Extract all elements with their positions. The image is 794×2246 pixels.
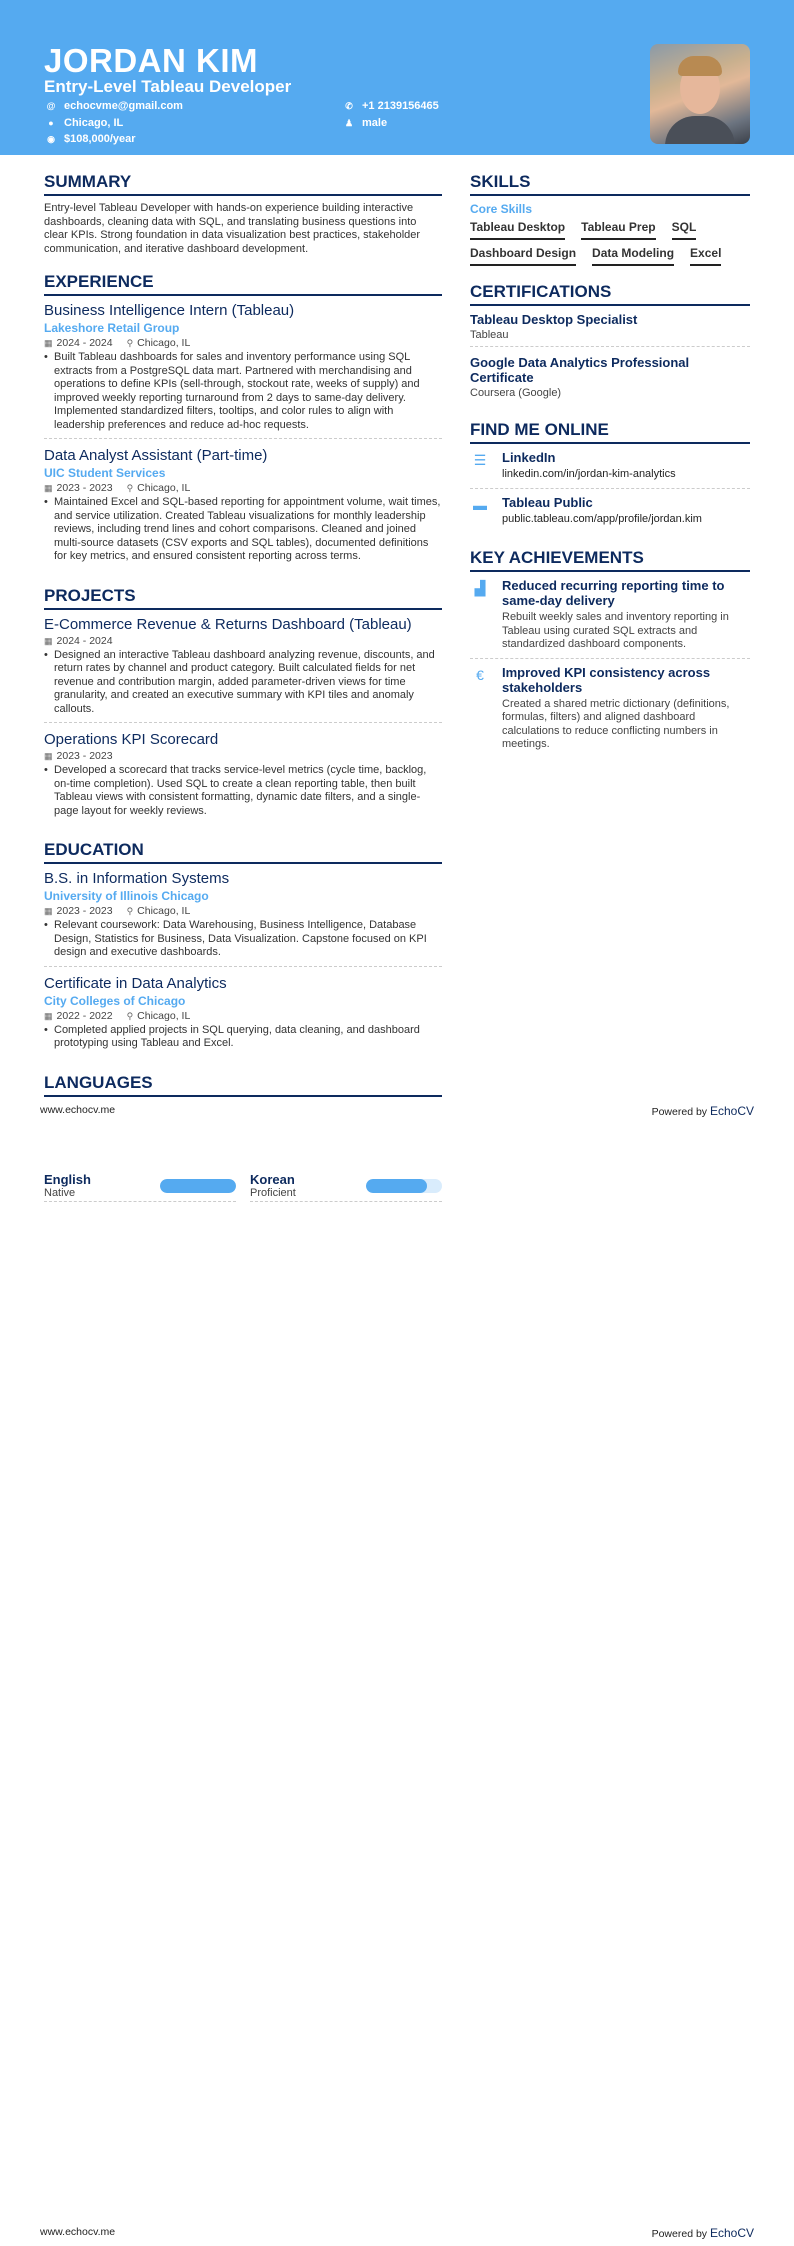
language-item	[250, 1172, 442, 1202]
skill-tag: Tableau Prep	[581, 220, 655, 240]
bullet: • Maintained Excel and SQL-based reporting for appointment volume, wait times, and service utilization. Created Tableau visualizations for monthly leadership reviews, including trend lines and cohort comparisons. Cleaned and joined multi-source datasets (CSV exports and SQL tables), documented definitions for key metrics, and ensured consistent reporting across terms.	[44, 496, 442, 564]
skill-tag: Data Modeling	[592, 246, 674, 266]
achievement-text: Created a shared metric dictionary (definitions, formulas, filters) and aligned dashboard calculations to reduce conflicting numbers in meetings.	[502, 697, 730, 750]
skill-tag: Tableau Desktop	[470, 220, 565, 240]
contact-location	[46, 117, 123, 129]
calendar-icon: ▦	[44, 906, 53, 916]
summary-text: Entry-level Tableau Developer with hands-on experience building interactive dashboards, cleaning data with SQL, and translating business questions into clear KPIs. Strong foundation in data visualization best practices, stakeholder communication, and iterative dashboard development.	[44, 202, 421, 255]
bullet: • Designed an interactive Tableau dashboard analyzing revenue, discounts, and return rates by channel and product category. Built calculated fields for net revenue and contribution margin, added parameter-driven views for time granularity, and created an executive summary with KPI tiles and anomaly callouts.	[44, 649, 442, 717]
job-title: Business Intelligence Intern (Tableau)	[44, 302, 295, 319]
language-item	[44, 1172, 236, 1202]
education-section	[44, 840, 442, 1057]
project-item	[44, 616, 442, 724]
languages-section	[44, 1073, 442, 1097]
achievement-item	[470, 665, 750, 758]
company: UIC Student Services	[44, 466, 166, 480]
brand: EchoCV	[709, 1104, 754, 1118]
location: Chicago, IL	[137, 482, 191, 494]
location: Chicago, IL	[137, 1009, 191, 1022]
education-item	[44, 870, 442, 967]
dates: 2023 - 2023	[56, 905, 113, 917]
right-column	[470, 172, 750, 774]
contact-salary	[46, 133, 136, 145]
dates: 2023 - 2023	[56, 482, 113, 494]
cert-issuer: Tableau	[470, 329, 509, 341]
skill-category: Core Skills	[470, 202, 533, 216]
online-section	[470, 420, 750, 532]
chat-icon: ▬	[473, 496, 487, 513]
projects-section	[44, 586, 442, 825]
section-title: FIND ME ONLINE	[470, 420, 750, 444]
contact-phone[interactable]	[344, 100, 439, 112]
experience-item	[44, 302, 442, 439]
calendar-icon: ▦	[44, 1010, 53, 1021]
cert-name: Tableau Desktop Specialist	[470, 312, 638, 327]
link-url[interactable]: linkedin.com/in/jordan-kim-analytics	[502, 468, 676, 480]
phone-icon: ✆	[345, 100, 353, 111]
cert-issuer: Coursera (Google)	[470, 387, 562, 399]
profile-photo	[650, 44, 750, 144]
experience-section	[44, 272, 442, 570]
section-title: LANGUAGES	[44, 1073, 442, 1097]
dates: 2022 - 2022	[56, 1009, 113, 1022]
school: City Colleges of Chicago	[44, 993, 186, 1008]
language-level: Native	[44, 1187, 76, 1199]
salary-text: $108,000/year	[64, 133, 136, 145]
location-icon: ●	[48, 118, 54, 128]
link-name: LinkedIn	[502, 450, 556, 465]
skill-tag: Dashboard Design	[470, 246, 576, 266]
document-icon: €	[476, 666, 484, 683]
calendar-icon: ▦	[44, 635, 53, 646]
location-icon: ⚲	[126, 906, 134, 916]
person-icon: ♟	[344, 117, 354, 128]
location-text: Chicago, IL	[64, 117, 124, 129]
section-title: CERTIFICATIONS	[470, 282, 750, 306]
project-title: Operations KPI Scorecard	[44, 731, 219, 748]
section-title: KEY ACHIEVEMENTS	[470, 548, 750, 572]
location-icon: ⚲	[126, 338, 134, 348]
skills-section	[470, 172, 750, 266]
section-title: PROJECTS	[44, 586, 442, 610]
location-icon: ⚲	[126, 483, 134, 493]
language-name: English	[44, 1172, 91, 1187]
section-title: EDUCATION	[44, 840, 442, 864]
company: Lakeshore Retail Group	[44, 321, 180, 335]
candidate-name: JORDAN KIM	[44, 42, 259, 79]
project-item	[44, 731, 442, 824]
languages-list	[44, 1172, 442, 1202]
footer-bottom	[40, 2226, 754, 2240]
achievement-title: Reduced recurring reporting time to same-day delivery	[502, 578, 725, 608]
location: Chicago, IL	[137, 337, 191, 349]
contact-gender	[344, 117, 387, 129]
degree: Certificate in Data Analytics	[44, 974, 227, 992]
candidate-role: Entry-Level Tableau Developer	[44, 77, 292, 96]
email-icon: @	[46, 101, 56, 111]
footer-site[interactable]: www.echocv.me	[40, 2226, 116, 2238]
project-title: E-Commerce Revenue & Returns Dashboard (Tableau)	[44, 615, 412, 633]
achievement-title: Improved KPI consistency across stakeholders	[502, 664, 711, 695]
dates: 2024 - 2024	[56, 337, 113, 349]
email-text: echocvme@gmail.com	[64, 100, 183, 112]
link-name: Tableau Public	[502, 494, 593, 510]
calendar-icon: ▦	[44, 338, 53, 348]
contact-email[interactable]	[46, 100, 183, 112]
footer-site[interactable]: www.echocv.me	[40, 1104, 116, 1116]
skill-tag: SQL	[672, 220, 697, 240]
calendar-icon: ▦	[44, 751, 53, 761]
proficiency-bar	[366, 1179, 442, 1193]
link-url[interactable]: public.tableau.com/app/profile/jordan.kim	[502, 512, 702, 525]
brand: EchoCV	[709, 2226, 754, 2240]
degree: B.S. in Information Systems	[44, 870, 230, 887]
chart-icon: ▟	[474, 580, 486, 596]
calendar-icon: ▦	[44, 483, 53, 493]
online-link-tableau[interactable]	[470, 495, 750, 533]
location-icon: ⚲	[126, 1010, 134, 1021]
dates: 2024 - 2024	[56, 634, 113, 647]
cert-name: Google Data Analytics Professional Certificate	[470, 355, 690, 385]
footer	[40, 1104, 754, 1118]
bullet: • Built Tableau dashboards for sales and inventory performance using SQL extracts from a PostgreSQL data mart. Partnered with merchandising and operations to define KPIs (sell-through, stockout rate, weeks of supply) and improved weekly reporting turnaround from 2 days to same-day delivery. Implemented standardized filters, tooltips, and color rules to align with leadership preferences and reduce ad-hoc requests.	[44, 351, 442, 432]
salary-icon: ◉	[47, 133, 55, 144]
certification-item	[470, 355, 750, 404]
achievement-item	[470, 578, 750, 659]
powered-by: Powered by	[651, 1106, 708, 1118]
header	[0, 0, 794, 155]
school: University of Illinois Chicago	[44, 889, 209, 903]
online-link-linkedin[interactable]	[470, 450, 750, 489]
phone-text: +1 2139156465	[362, 100, 439, 112]
education-item	[44, 975, 442, 1057]
proficiency-bar	[160, 1179, 236, 1193]
section-title: SUMMARY	[44, 172, 442, 196]
experience-item	[44, 447, 442, 570]
job-title: Data Analyst Assistant (Part-time)	[44, 447, 268, 464]
dates: 2023 - 2023	[56, 750, 113, 762]
gender-text: male	[362, 117, 388, 129]
location: Chicago, IL	[137, 905, 191, 917]
bullet: • Relevant coursework: Data Warehousing, Business Intelligence, Database Design, Statistics for Business, Data Visualization. Capstone focused on KPI design and executive dashboards.	[44, 919, 442, 960]
language-level: Proficient	[250, 1187, 296, 1199]
language-name: Korean	[250, 1172, 295, 1187]
skill-tag: Excel	[690, 246, 721, 266]
section-title: EXPERIENCE	[44, 272, 442, 296]
bullet: • Completed applied projects in SQL querying, data cleaning, and dashboard prototyping using Tableau and Excel.	[44, 1024, 442, 1051]
powered-by: Powered by	[651, 2228, 708, 2240]
left-column	[44, 172, 442, 1113]
certification-item	[470, 312, 750, 347]
bullet: • Developed a scorecard that tracks service-level metrics (cycle time, backlog, on-time completion). Used SQL to create a clean reporting table, then built Tableau views with consistent formatting, dynamic date filters, and a single-page layout for weekly reviews.	[44, 764, 442, 818]
section-title: SKILLS	[470, 172, 750, 196]
achievements-section	[470, 548, 750, 758]
certifications-section	[470, 282, 750, 404]
summary-section	[44, 172, 442, 256]
linkedin-icon: ☰	[473, 452, 487, 468]
achievement-text: Rebuilt weekly sales and inventory reporting in Tableau using curated SQL extracts and standardized dashboard components.	[502, 611, 729, 650]
